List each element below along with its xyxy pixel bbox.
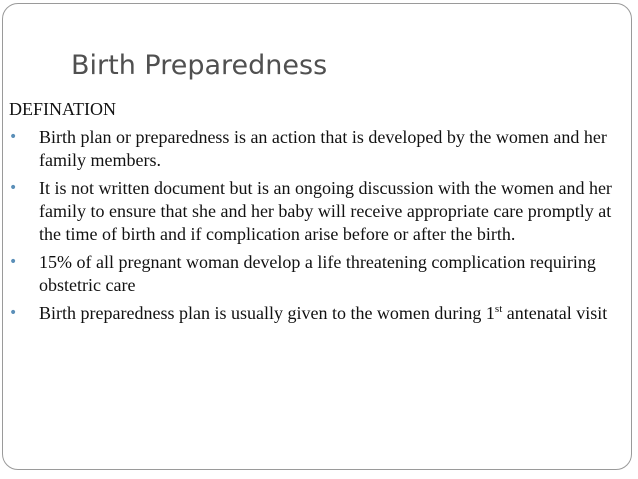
bullet-icon: • bbox=[9, 305, 18, 321]
list-item bbox=[9, 177, 631, 246]
bullet-list bbox=[9, 126, 631, 325]
bullet-text: It is not written document but is an ongoing discussion with the women and her family to ensure that she and her baby will receive appropriate care promptly at the time of birth and if complication arise before or after the birth. bbox=[39, 178, 612, 244]
slide-content bbox=[9, 98, 631, 330]
ordinal-superscript: st bbox=[494, 303, 503, 315]
subheading: DEFINATION bbox=[9, 99, 116, 119]
list-item bbox=[9, 126, 631, 172]
bullet-icon: • bbox=[9, 180, 18, 196]
bullet-text: Birth plan or preparedness is an action that is developed by the women and her family members. bbox=[39, 127, 607, 170]
bullet-text-tail: antenatal visit bbox=[502, 303, 608, 323]
list-item bbox=[9, 302, 631, 325]
bullet-icon: • bbox=[9, 254, 18, 270]
page-number-marker bbox=[612, 461, 616, 465]
list-item bbox=[9, 251, 631, 297]
bullet-text: Birth preparedness plan is usually given to the women during 1 bbox=[39, 303, 495, 323]
bullet-text: 15% of all pregnant woman develop a life threatening complication requiring obstetric care bbox=[39, 252, 596, 295]
slide-title: Birth Preparedness bbox=[71, 50, 328, 81]
bullet-icon: • bbox=[9, 129, 18, 145]
